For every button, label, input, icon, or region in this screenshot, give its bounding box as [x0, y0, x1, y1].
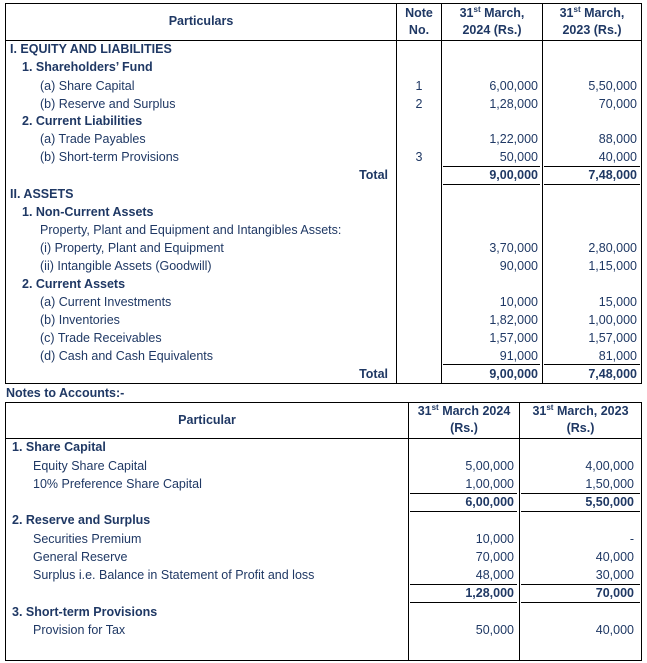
bs-row-cy-11: 3,70,000: [489, 241, 538, 255]
bs-header-py-line2: 2023 (Rs.): [562, 23, 622, 37]
bs-total-py-liabilities: 7,48,000: [588, 168, 637, 182]
bs-row-label-6: (b) Short-term Provisions: [40, 150, 179, 164]
bs-header-cy-line1: 31st March,: [459, 4, 525, 20]
notes-bottom-border: [5, 660, 642, 661]
notes-sub1-bottom-line-cy: [410, 511, 517, 512]
notes-title: Notes to Accounts:-: [6, 386, 125, 400]
notes-row-cy-6: 70,000: [475, 550, 514, 564]
bs-row-cy-16: 1,57,000: [489, 331, 538, 345]
bs-row-label-15: (b) Inventories: [40, 313, 120, 327]
notes-left-border: [5, 402, 6, 661]
bs-row-py-12: 1,15,000: [588, 259, 637, 273]
bs-row-label-5: (a) Trade Payables: [40, 132, 146, 146]
notes-header-py-line1: 31st March, 2023: [532, 402, 629, 418]
notes-header-particular: Particular: [178, 413, 236, 427]
notes-sub1-bottom-line-py: [521, 511, 640, 512]
bs-total1-bottom-line-py: [544, 184, 640, 185]
bs-row-cy-12: 90,000: [499, 259, 538, 273]
notes-row-label-0: 1. Share Capital: [12, 440, 106, 454]
notes-header-py-line2: (Rs.): [566, 421, 595, 435]
bs-row-label-8: II. ASSETS: [10, 187, 74, 201]
bs-row-label-16: (c) Trade Receivables: [40, 331, 162, 345]
bs-row-py-14: 15,000: [598, 295, 637, 309]
notes-header-py: [520, 403, 641, 437]
bs-total-label-assets: Total: [359, 367, 388, 381]
bs-row-label-10: Property, Plant and Equipment and Intangibles Assets:: [40, 223, 342, 237]
bs-row-label-9: 1. Non-Current Assets: [22, 205, 154, 219]
notes-header-cy: [409, 403, 519, 437]
bs-row-note-6: 3: [415, 150, 423, 164]
bs-row-cy-5: 1,22,000: [489, 132, 538, 146]
bs-row-label-14: (a) Current Investments: [40, 295, 172, 309]
bs-row-cy-15: 1,82,000: [489, 313, 538, 327]
bs-row-py-17: 81,000: [598, 349, 637, 363]
notes-row-cy-7: 48,000: [475, 568, 514, 582]
bs-row-cy-14: 10,000: [499, 295, 538, 309]
notes-header-cy-line2: (Rs.): [450, 421, 478, 435]
bs-top-border: [5, 3, 642, 4]
notes-row-label-2: 10% Preference Share Capital: [33, 477, 202, 491]
notes-row-py-10: 40,000: [595, 623, 634, 637]
notes-row-label-6: General Reserve: [33, 550, 128, 564]
notes-row-label-9: 3. Short-term Provisions: [12, 605, 158, 619]
notes-row-label-7: Surplus i.e. Balance in Statement of Profit and loss: [33, 568, 315, 582]
bs-row-py-16: 1,57,000: [588, 331, 637, 345]
bs-row-note-3: 2: [415, 97, 423, 111]
notes-row-cy-5: 10,000: [475, 532, 514, 546]
notes-sub2-bottom-line-cy: [410, 602, 517, 603]
notes-row-py-7: 30,000: [595, 568, 634, 582]
bs-right-border: [641, 3, 642, 384]
bs-row-label-13: 2. Current Assets: [22, 277, 126, 291]
notes-row-label-5: Securities Premium: [33, 532, 142, 546]
notes-row-label-10: Provision for Tax: [33, 623, 126, 637]
bs-row-py-11: 2,80,000: [588, 241, 637, 255]
notes-sub2-bottom-line-py: [521, 602, 640, 603]
bs-header-py-line1: 31st March,: [559, 4, 625, 20]
bs-total-label-liabilities: Total: [359, 168, 388, 182]
bs-row-cy-17: 91,000: [499, 349, 538, 363]
notes-row-py-2: 1,50,000: [585, 477, 634, 491]
notes-row-cy-8: 1,28,000: [465, 586, 514, 600]
notes-row-py-5: -: [629, 532, 634, 546]
bs-row-note-2: 1: [415, 79, 423, 93]
bs-row-cy-2: 6,00,000: [489, 79, 538, 93]
notes-right-border: [641, 402, 642, 661]
bs-row-label-1: 1. Shareholders’ Fund: [22, 60, 153, 74]
bs-row-label-2: (a) Share Capital: [40, 79, 135, 93]
notes-row-py-6: 40,000: [595, 550, 634, 564]
bs-row-py-5: 88,000: [598, 132, 637, 146]
bs-row-label-11: (i) Property, Plant and Equipment: [40, 241, 224, 255]
notes-row-cy-2: 1,00,000: [465, 477, 514, 491]
notes-row-label-1: Equity Share Capital: [33, 459, 147, 473]
bs-header-py: [543, 5, 641, 39]
bs-row-label-3: (b) Reserve and Surplus: [40, 97, 176, 111]
notes-row-cy-10: 50,000: [475, 623, 514, 637]
bs-row-py-3: 70,000: [598, 97, 637, 111]
bs-header-note-line1: Note: [405, 6, 433, 20]
bs-header-cy: [442, 5, 542, 39]
bs-row-label-0: I. EQUITY AND LIABILITIES: [10, 42, 172, 56]
bs-row-cy-3: 1,28,000: [489, 97, 538, 111]
bs-header-note: [397, 5, 441, 39]
bs-row-label-4: 2. Current Liabilities: [22, 114, 143, 128]
bs-row-py-6: 40,000: [598, 150, 637, 164]
bs-row-cy-6: 50,000: [499, 150, 538, 164]
bs-total-cy-assets: 9,00,000: [489, 367, 538, 381]
notes-row-cy-3: 6,00,000: [465, 495, 514, 509]
bs-row-label-12: (ii) Intangible Assets (Goodwill): [40, 259, 212, 273]
bs-header-particulars: Particulars: [168, 14, 234, 28]
bs-row-label-17: (d) Cash and Cash Equivalents: [40, 349, 214, 363]
bs-row-py-2: 5,50,000: [588, 79, 637, 93]
notes-row-py-3: 5,50,000: [585, 495, 634, 509]
notes-row-label-4: 2. Reserve and Surplus: [12, 513, 151, 527]
bs-note-col-border: [396, 3, 397, 384]
bs-header-cy-line2: 2024 (Rs.): [462, 23, 522, 37]
notes-row-py-8: 70,000: [595, 586, 634, 600]
notes-row-cy-1: 5,00,000: [465, 459, 514, 473]
notes-row-py-1: 4,00,000: [585, 459, 634, 473]
bs-left-border: [5, 3, 6, 384]
bs-total-py-assets: 7,48,000: [588, 367, 637, 381]
bs-header-note-line2: No.: [408, 23, 430, 37]
bs-total-cy-liabilities: 9,00,000: [489, 168, 538, 182]
bs-row-py-15: 1,00,000: [588, 313, 637, 327]
notes-header-cy-line1: 31st March 2024: [417, 402, 511, 418]
bs-total1-bottom-line-cy: [443, 184, 540, 185]
